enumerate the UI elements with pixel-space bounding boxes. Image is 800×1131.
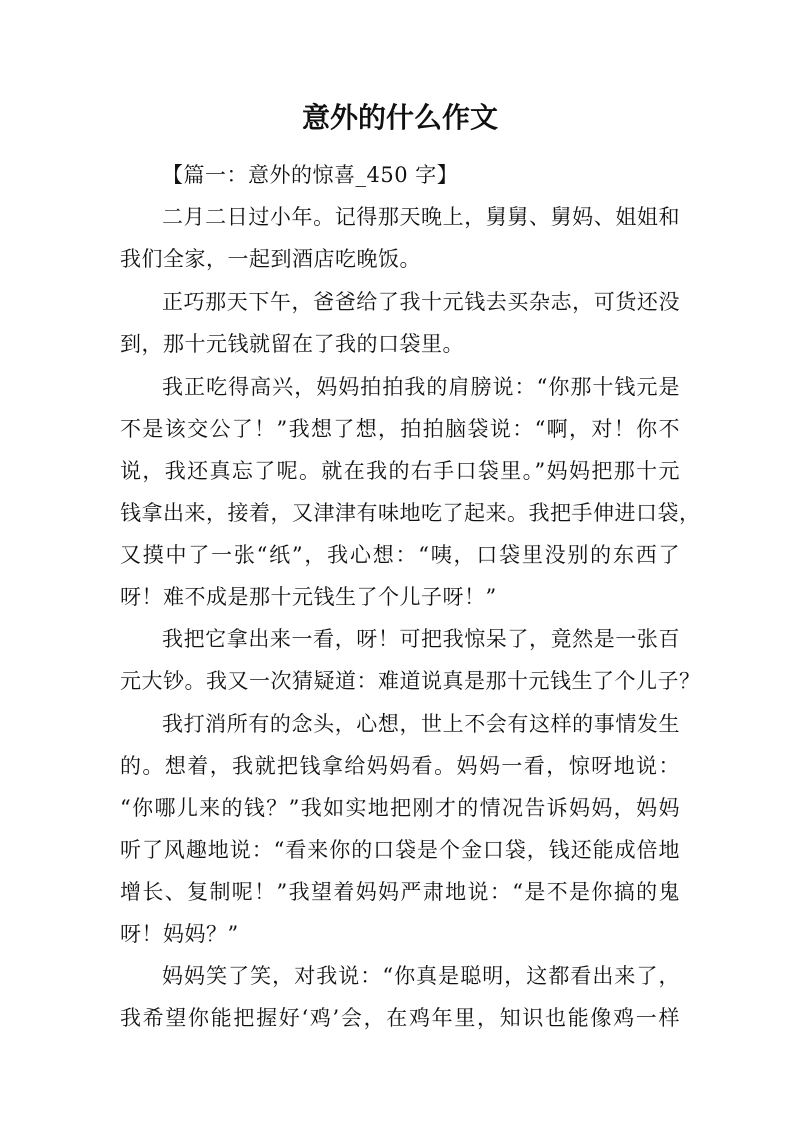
section-heading: 【篇一：意外的惊喜_450 字】 bbox=[162, 163, 459, 187]
text-line: 说，我还真忘了呢。就在我的右手口袋里。”妈妈把那十元 bbox=[120, 459, 680, 483]
text-line: 到，那十元钱就留在了我的口袋里。 bbox=[120, 332, 464, 356]
text-line: 我们全家，一起到酒店吃晚饭。 bbox=[120, 247, 421, 271]
text-line: 的。想着，我就把钱拿给妈妈看。妈妈一看，惊呀地说： bbox=[120, 754, 680, 778]
text-line: 钱拿出来，接着，又津津有味地吃了起来。我把手伸进口袋， bbox=[120, 501, 701, 525]
text-line: 又摸中了一张“纸”，我心想：“咦，口袋里没别的东西了 bbox=[120, 543, 680, 567]
text-line: 二月二日过小年。记得那天晚上，舅舅、舅妈、姐姐和 bbox=[162, 205, 680, 229]
text-line: 呀！妈妈？” bbox=[120, 922, 239, 946]
text-line: 增长、复制呢！”我望着妈妈严肃地说：“是不是你搞的鬼 bbox=[120, 880, 680, 904]
text-line: 妈妈笑了笑，对我说：“你真是聪明，这都看出来了， bbox=[162, 964, 680, 988]
text-line: 听了风趣地说：“看来你的口袋是个金口袋，钱还能成倍地 bbox=[120, 838, 680, 862]
text-line: 我打消所有的念头，心想，世上不会有这样的事情发生 bbox=[162, 712, 680, 736]
text-line: 我正吃得高兴，妈妈拍拍我的肩膀说：“你那十钱元是 bbox=[162, 375, 680, 399]
text-line: 不是该交公了！”我想了想，拍拍脑袋说：“啊，对！你不 bbox=[120, 417, 680, 441]
text-line: 我把它拿出来一看，呀！可把我惊呆了，竟然是一张百 bbox=[162, 627, 680, 651]
text-line: 我希望你能把握好‘鸡’会，在鸡年里，知识也能像鸡一样 bbox=[120, 1006, 680, 1030]
text-line: 正巧那天下午，爸爸给了我十元钱去买杂志，可货还没 bbox=[162, 290, 680, 314]
text-line: “你哪儿来的钱？”我如实地把刚才的情况告诉妈妈，妈妈 bbox=[120, 796, 680, 820]
document-title: 意外的什么作文 bbox=[301, 101, 498, 134]
text-line: 元大钞。我又一次猜疑道：难道说真是那十元钱生了个儿子？ bbox=[120, 669, 701, 693]
text-line: 呀！难不成是那十元钱生了个儿子呀！” bbox=[120, 585, 497, 609]
